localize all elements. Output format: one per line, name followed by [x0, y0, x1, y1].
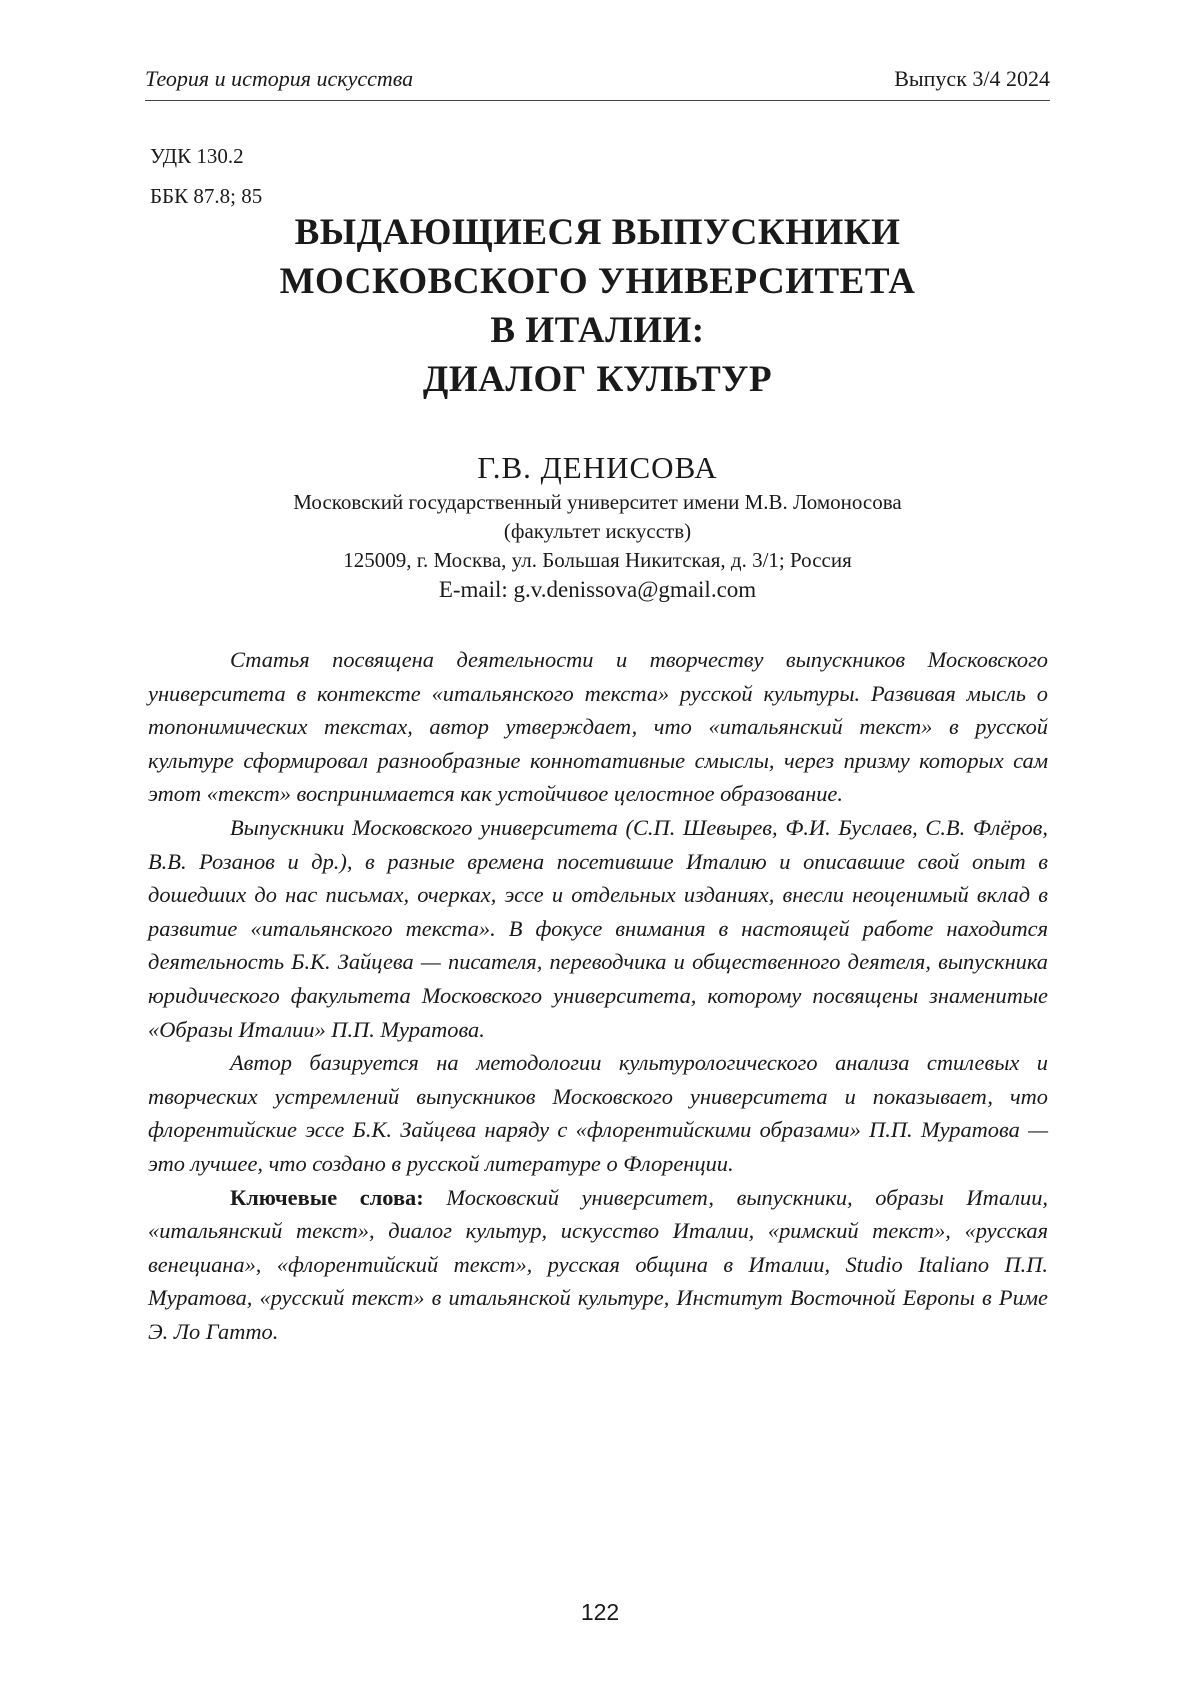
page-number: 122: [580, 1599, 620, 1625]
udk-code: УДК 130.2: [150, 144, 244, 168]
bbk-code: ББК 87.8; 85: [150, 184, 263, 208]
running-header: [145, 66, 1050, 101]
author-faculty: (факультет искусств): [503, 519, 692, 543]
author-block: [145, 448, 1050, 605]
keywords: [148, 1181, 1048, 1349]
abstract-paragraph: Автор базируется на методологии культурологического анализа стилевых и творческих устремлений выпускников Московского университета и показывает, что флорентийские эссе Б.К. Зайцева наряду с «флорентийскими образами» П.П. Муратова — это лучшее, что создано в русской литературе о Флоренции.: [148, 1050, 1048, 1176]
article-title: [145, 208, 1050, 404]
keywords-text: Московский университет, выпускники, образы Италии, «итальянский текст», диалог культур, искусство Италии, «римский текст», «русская венециана», «флорентийский текст», русская община в Италии, Studio Italiano П.П. Муратова, «русский текст» в итальянской культуре, Институт Восточной Европы в Риме Э. Ло Гатто.: [148, 1184, 1048, 1344]
author-address: 125009, г. Москва, ул. Большая Никитская, д. 3/1; Россия: [343, 548, 852, 572]
keywords-label: Ключевые слова:: [230, 1184, 424, 1210]
abstract: [148, 643, 1048, 1348]
title-line: МОСКОВСКОГО УНИВЕРСИТЕТА: [279, 261, 916, 302]
title-line: ВЫДАЮЩИЕСЯ ВЫПУСКНИКИ: [294, 212, 901, 253]
issue-number: Выпуск 3/4 2024: [894, 66, 1050, 91]
title-line: В ИТАЛИИ:: [490, 310, 705, 351]
author-affiliation: Московский государственный университет имени М.В. Ломоносова: [293, 490, 902, 514]
abstract-paragraph: Выпускники Московского университета (С.П. Шевырев, Ф.И. Буслаев, С.В. Флёров, В.В. Розанов и др.), в разные времена посетившие Италию и описавшие свой опыт в дошедших до нас письмах, очерках, эссе и отдельных изданиях, внесли неоценимый вклад в развитие «итальянского текста». В фокусе внимания в настоящей работе находится деятельность Б.К. Зайцева — писателя, переводчика и общественного деятеля, выпускника юридического факультета Московского университета, которому посвящены знаменитые «Образы Италии» П.П. Муратова.: [148, 814, 1048, 1042]
journal-title: Теория и история искусства: [145, 66, 414, 91]
abstract-paragraph: Статья посвящена деятельности и творчеству выпускников Московского университета в контексте «итальянского текста» русской культуры. Развивая мысль о топонимических текстах, автор утверждает, что «итальянский текст» в русской культуре сформировал разнообразные коннотативные смыслы, через призму которых сам этот «текст» воспринимается как устойчивое целостное образование.: [148, 647, 1048, 807]
classification-codes: [150, 136, 262, 216]
author-email: E-mail: g.v.denissova@gmail.com: [438, 577, 757, 602]
author-name: Г.В. ДЕНИСОВА: [477, 450, 718, 485]
title-line: ДИАЛОГ КУЛЬТУР: [422, 359, 773, 400]
